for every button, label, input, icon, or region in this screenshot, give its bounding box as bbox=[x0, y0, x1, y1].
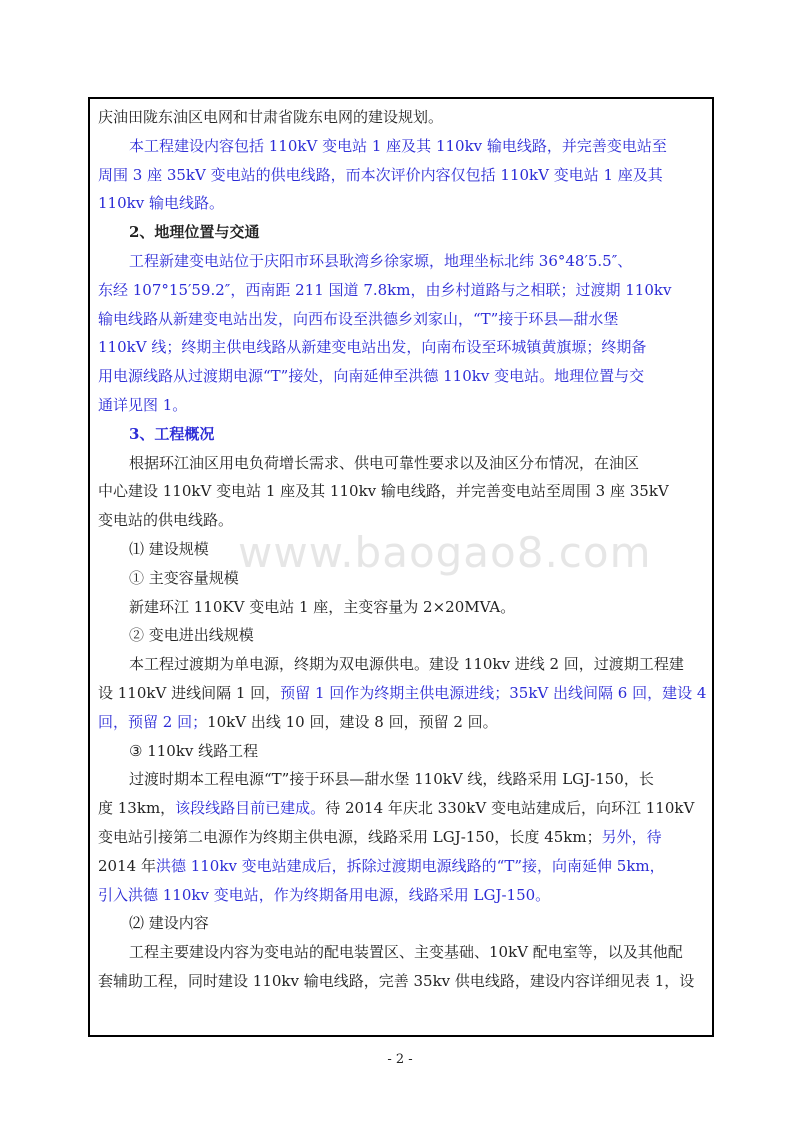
text-run: 庆油田陇东油区电网和甘肃省陇东电网的建设规划。 bbox=[98, 108, 444, 126]
text-run: 本工程建设内容包括 110kV 变电站 1 座及其 110kv 输电线路，并完善变电站至 bbox=[129, 136, 667, 155]
text-run: 东经 107°15′59.2″，西南距 211 国道 7.8km，由乡村道路与之相联；过渡期 110kv bbox=[98, 280, 672, 299]
text-run: 2、地理位置与交通 bbox=[129, 223, 260, 242]
paragraph-line bbox=[98, 967, 712, 996]
paragraph-line bbox=[98, 161, 712, 190]
paragraph-line bbox=[98, 391, 712, 420]
paragraph-line bbox=[98, 650, 712, 679]
paragraph-line bbox=[98, 103, 712, 132]
text-run: 过渡时期本工程电源“T”接于环县—甜水堡 110kV 线，线路采用 LGJ-150，长 bbox=[129, 770, 654, 789]
text-run: ② 变电进出线规模 bbox=[129, 626, 254, 645]
paragraph-line bbox=[98, 621, 712, 650]
text-run: 设 110kV 进线间隔 1 回， bbox=[98, 683, 281, 702]
text-run: 变电站的供电线路。 bbox=[98, 511, 234, 530]
text-run: 用电源线路从过渡期电源“T”接处，向南延伸至洪德 110kv 变电站。地理位置与交 bbox=[98, 367, 645, 386]
text-run: 通详见图 1。 bbox=[98, 395, 188, 414]
paragraph-line bbox=[98, 852, 712, 881]
paragraph-line bbox=[98, 333, 712, 362]
text-run: 待 2014 年庆北 330kV 变电站建成后，向环江 110kV bbox=[325, 799, 695, 818]
paragraph-line bbox=[98, 708, 712, 737]
section-heading bbox=[98, 218, 712, 247]
text-run: 洪德 110kv 变电站建成后，拆除过渡期电源线路的“T”接，向南延伸 5km， bbox=[155, 856, 665, 875]
paragraph-line bbox=[98, 247, 712, 276]
text-run: 预留 1 回作为终期主供电源进线；35kV 出线间隔 6 回，建设 4 bbox=[280, 683, 707, 702]
text-run: ③ 110kv 线路工程 bbox=[129, 741, 259, 760]
paragraph-line bbox=[98, 276, 712, 305]
text-run: 中心建设 110kV 变电站 1 座及其 110kv 输电线路，并完善变电站至周围 3 座 35kV bbox=[98, 482, 669, 501]
text-run: 110kV 线；终期主供电线路从新建变电站出发，向南布设至环城镇黄旗塬；终期备 bbox=[98, 338, 647, 357]
text-run: 工程新建变电站位于庆阳市环县耿湾乡徐家塬，地理坐标北纬 36°48′5.5″、 bbox=[129, 251, 633, 270]
text-run: 10kV 出线 10 回，建设 8 回，预留 2 回。 bbox=[207, 712, 498, 731]
text-run: 本工程过渡期为单电源，终期为双电源供电。建设 110kv 进线 2 回，过渡期工程建 bbox=[129, 655, 684, 674]
text-run: 根据环江油区用电负荷增长需求、供电可靠性要求以及油区分布情况，在油区 bbox=[129, 453, 640, 472]
text-run: 110kv 输电线路。 bbox=[98, 194, 224, 213]
paragraph-line bbox=[98, 823, 712, 852]
paragraph-line bbox=[98, 477, 712, 506]
paragraph-line bbox=[98, 189, 712, 218]
text-run: 输电线路从新建变电站出发，向西布设至洪德乡刘家山，“T”接于环县—甜水堡 bbox=[98, 309, 619, 328]
text-run: 工程主要建设内容为变电站的配电装置区、主变基础、10kV 配电室等，以及其他配 bbox=[129, 943, 683, 962]
paragraph-line bbox=[98, 132, 712, 161]
text-run: 该段线路目前已建成。 bbox=[175, 799, 326, 818]
paragraph-line bbox=[98, 909, 712, 938]
watermark: www.baogao8.com bbox=[238, 528, 652, 577]
text-run: 变电站引接第二电源作为终期主供电源，线路采用 LGJ-150，长度 45km； bbox=[98, 827, 602, 846]
text-run: 周围 3 座 35kV 变电站的供电线路，而本次评价内容仅包括 110kV 变电站 1 座及其 bbox=[98, 165, 663, 184]
paragraph-line bbox=[98, 362, 712, 391]
text-run: 2014 年 bbox=[98, 856, 156, 875]
paragraph-line bbox=[98, 593, 712, 622]
text-run: 回，预留 2 回； bbox=[98, 712, 208, 731]
paragraph-line bbox=[98, 737, 712, 766]
section-heading bbox=[98, 420, 712, 449]
text-run: 另外，待 bbox=[601, 827, 662, 846]
text-run: ⑵ 建设内容 bbox=[129, 914, 209, 933]
paragraph-line bbox=[98, 679, 712, 708]
text-run: 度 13km， bbox=[98, 799, 176, 818]
paragraph-line bbox=[98, 765, 712, 794]
page-number: - 2 - bbox=[387, 1052, 413, 1067]
text-run: 新建环江 110KV 变电站 1 座，主变容量为 2×20MVA。 bbox=[129, 597, 516, 616]
text-run: 引入洪德 110kv 变电站，作为终期备用电源，线路采用 LGJ-150。 bbox=[98, 885, 551, 904]
text-run: 套辅助工程，同时建设 110kv 输电线路，完善 35kv 供电线路，建设内容详细见表 1，设 bbox=[98, 971, 695, 990]
text-run: ① 主变容量规模 bbox=[129, 568, 239, 587]
paragraph-line bbox=[98, 938, 712, 967]
paragraph-line bbox=[98, 449, 712, 478]
text-run: 3、工程概况 bbox=[129, 424, 215, 443]
paragraph-line bbox=[98, 794, 712, 823]
paragraph-line bbox=[98, 305, 712, 334]
paragraph-line bbox=[98, 881, 712, 910]
text-run: ⑴ 建设规模 bbox=[129, 539, 209, 558]
